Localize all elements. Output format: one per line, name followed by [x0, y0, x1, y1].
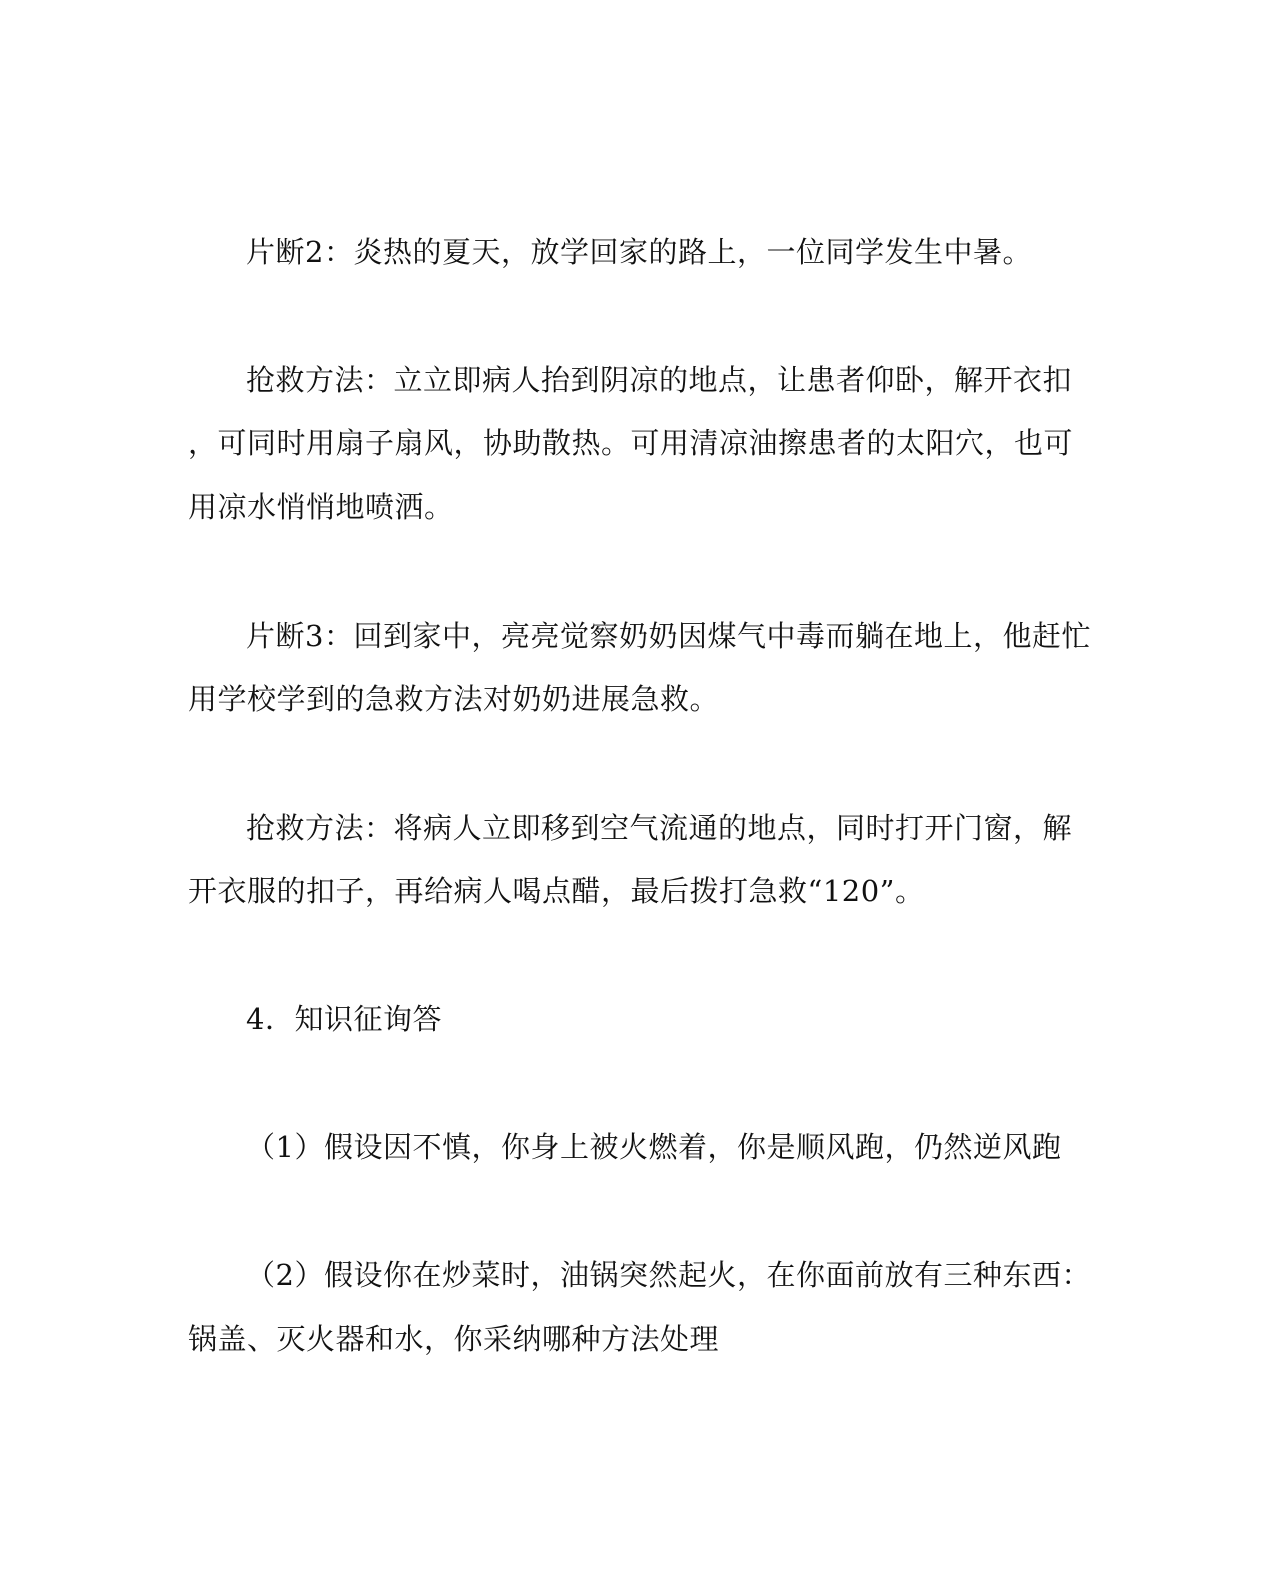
text-line: 锅盖、灭火器和水，你采纳哪种方法处理	[188, 1322, 720, 1356]
text-line: ，可同时用扇子扇风，协助散热。可用清凉油擦患者的太阳穴，也可	[188, 426, 1074, 460]
text-line: 抢救方法：将病人立即移到空气流通的地点，同时打开门窗，解	[246, 811, 1073, 845]
question-item: （2）假设你在炒菜时，油锅突然起火，在你面前放有三种东西：	[246, 1258, 1091, 1292]
text-line: 片断2：炎热的夏天，放学回家的路上，一位同学发生中暑。	[246, 235, 1032, 269]
text-line: 片断3：回到家中，亮亮觉察奶奶因煤气中毒而躺在地上，他赶忙	[246, 619, 1091, 653]
text-line: 抢救方法：立立即病人抬到阴凉的地点，让患者仰卧，解开衣扣	[246, 363, 1073, 397]
text-line: 用学校学到的急救方法对奶奶进展急救。	[188, 682, 720, 716]
section-heading: 4．知识征询答	[246, 1002, 442, 1036]
question-item: （1）假设因不慎，你身上被火燃着，你是顺风跑，仍然逆风跑	[246, 1130, 1062, 1164]
text-line: 开衣服的扣子，再给病人喝点醋，最后拨打急救“120”。	[188, 874, 925, 908]
text-line: 用凉水悄悄地喷洒。	[188, 490, 454, 524]
